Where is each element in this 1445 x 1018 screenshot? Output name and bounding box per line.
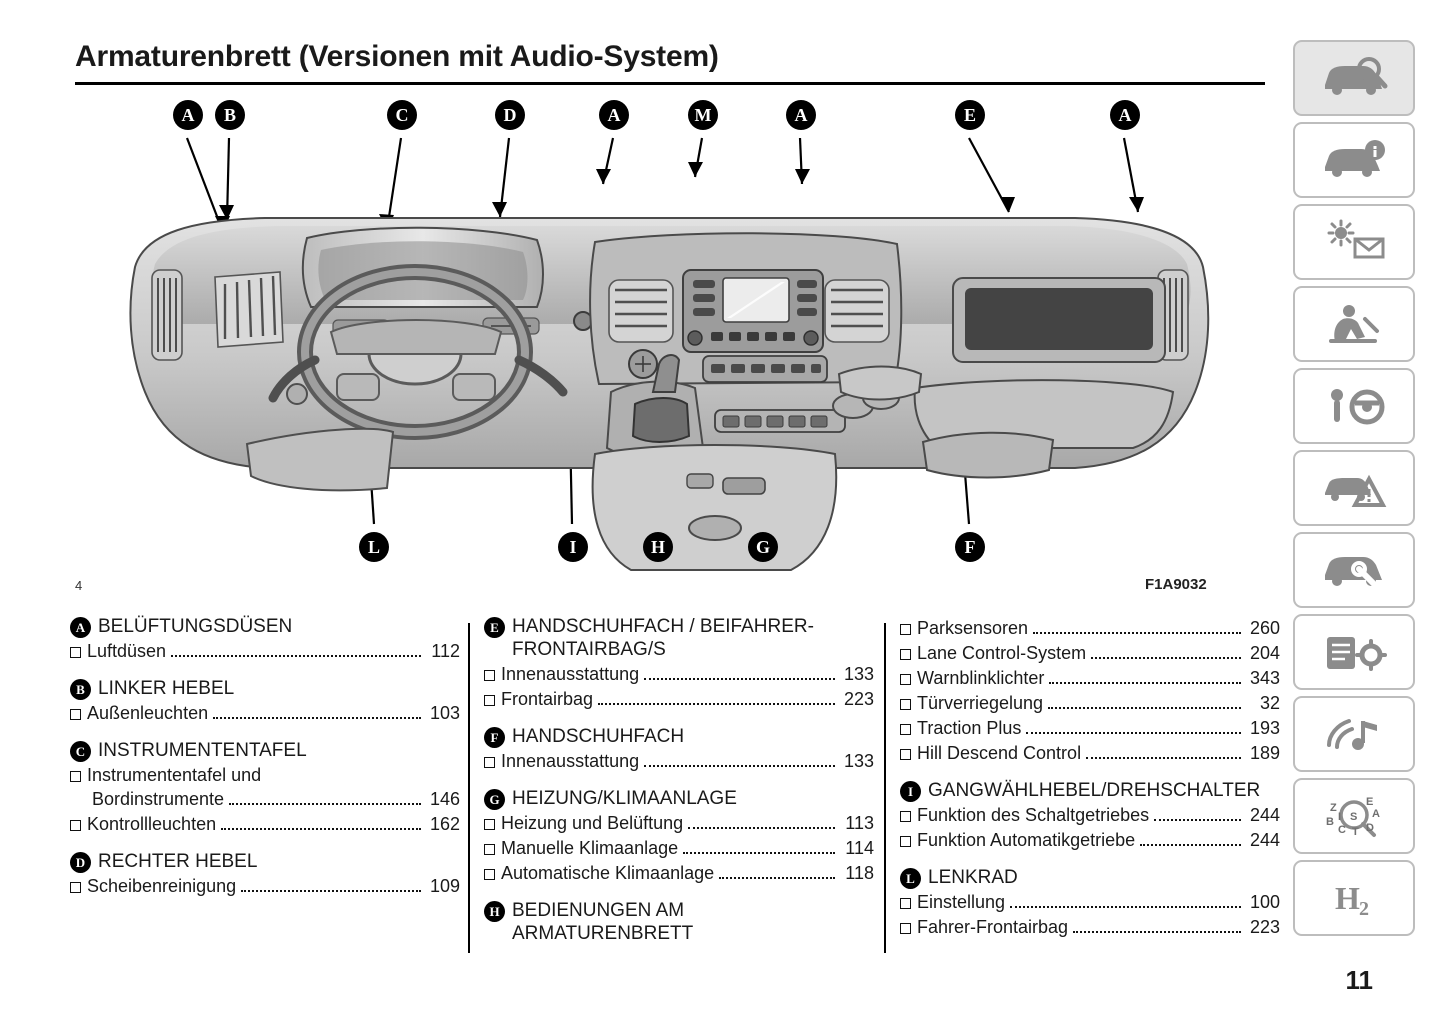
entry-page: 100: [1249, 892, 1280, 912]
legend-entry: [900, 641, 1280, 665]
title-divider: [75, 82, 1265, 85]
entry-page: 193: [1249, 718, 1280, 738]
callout-badge-b: B: [215, 100, 245, 130]
legend-group-b: [70, 677, 460, 725]
legend-entry: [900, 890, 1280, 914]
emergency-warning-icon: [1319, 465, 1389, 511]
callout-badge-f: F: [955, 532, 985, 562]
technical-specs-icon: [1319, 629, 1389, 675]
entry-text: Warnblinklichter: [917, 668, 1045, 688]
entry-page: 162: [429, 814, 460, 834]
legend-entry: [484, 749, 874, 773]
legend-badge-a: A: [70, 617, 91, 638]
svg-text:T: T: [1352, 826, 1359, 838]
legend-entry: [900, 741, 1280, 765]
bullet-square-icon: [484, 869, 495, 880]
legend-title-h: BEDIENUNGEN AM: [512, 900, 685, 921]
callout-badge-a1: A: [173, 100, 203, 130]
dot-leader: [221, 828, 421, 830]
entry-text: Lane Control-System: [917, 643, 1087, 663]
legend-entry: [70, 701, 460, 725]
bullet-square-icon: [900, 898, 911, 909]
legend-title-c: INSTRUMENTENTAFEL: [98, 740, 307, 761]
callout-badge-a3: A: [786, 100, 816, 130]
bullet-square-icon: [900, 649, 911, 660]
legend-group-f: [484, 725, 874, 773]
legend-badge-b: B: [70, 679, 91, 700]
bullet-square-icon: [484, 695, 495, 706]
entry-page: 343: [1249, 668, 1280, 688]
dashboard-display-icon: [1319, 219, 1389, 265]
page-number: 11: [1345, 965, 1373, 995]
callout-badge-i: I: [558, 532, 588, 562]
entry-page: 244: [1249, 805, 1280, 825]
dot-leader: [644, 678, 835, 680]
entry-text-cont: Bordinstrumente: [92, 789, 225, 809]
callout-badge-g: G: [748, 532, 778, 562]
legend-entry: [484, 662, 874, 686]
sidebar-item-emergency-warning[interactable]: [1293, 450, 1415, 526]
legend-group-a: [70, 615, 460, 663]
dot-leader: [241, 890, 421, 892]
bullet-square-icon: [70, 709, 81, 720]
dot-leader: [1049, 682, 1241, 684]
entry-page: 223: [1249, 917, 1280, 937]
legend-group-c: [70, 739, 460, 836]
dot-leader: [1086, 757, 1241, 759]
legend-entry: [70, 763, 460, 787]
svg-text:C: C: [1338, 824, 1346, 836]
callout-badge-c: C: [387, 100, 417, 130]
bullet-square-icon: [484, 844, 495, 855]
hydrogen-h2-icon: [1319, 875, 1389, 921]
entry-page: 133: [843, 664, 874, 684]
entry-page: 133: [843, 751, 874, 771]
legend-group-g: [484, 787, 874, 885]
dot-leader: [1010, 906, 1241, 908]
entry-text: Instrumententafel und: [87, 765, 262, 785]
legend-title-h-line2: ARMATURENBRETT: [512, 923, 694, 944]
legend-badge-l: L: [900, 868, 921, 889]
legend-divider-1: [468, 623, 470, 953]
entry-page: 244: [1249, 830, 1280, 850]
entry-text: Scheibenreinigung: [87, 876, 237, 896]
legend-divider-2: [884, 623, 886, 953]
svg-text:B: B: [1326, 816, 1334, 828]
legend-entry: [900, 915, 1280, 939]
entry-text: Automatische Klimaanlage: [501, 863, 715, 883]
legend-entry: [484, 836, 874, 860]
entry-page: 103: [429, 703, 460, 723]
legend-column-2: [484, 615, 874, 959]
legend-entry: [900, 691, 1280, 715]
legend: [70, 615, 1280, 955]
entry-text: Hill Descend Control: [917, 743, 1082, 763]
legend-badge-d: D: [70, 852, 91, 873]
bullet-square-icon: [900, 811, 911, 822]
entry-text: Traction Plus: [917, 718, 1022, 738]
safety-seatbelt-icon: [1319, 301, 1389, 347]
legend-entry-continuation: [70, 787, 460, 811]
bullet-square-icon: [484, 670, 495, 681]
vehicle-overview-icon: [1319, 55, 1389, 101]
multimedia-icon: [1319, 711, 1389, 757]
entry-page: 113: [845, 813, 874, 833]
legend-entry: [484, 861, 874, 885]
legend-entry: [900, 666, 1280, 690]
callout-badge-a4: A: [1110, 100, 1140, 130]
legend-title-g: HEIZUNG/KLIMAANLAGE: [512, 788, 737, 809]
entry-text: Funktion Automatikgetriebe: [917, 830, 1136, 850]
legend-badge-g: G: [484, 789, 505, 810]
legend-group-d: [70, 850, 460, 898]
sidebar-item-safety-seatbelt[interactable]: [1293, 286, 1415, 362]
sidebar-item-vehicle-info[interactable]: [1293, 122, 1415, 198]
entry-page: 260: [1249, 618, 1280, 638]
bullet-square-icon: [900, 749, 911, 760]
callout-badge-d: D: [495, 100, 525, 130]
dot-leader: [719, 877, 835, 879]
callout-badge-l: L: [359, 532, 389, 562]
entry-text: Einstellung: [917, 892, 1006, 912]
svg-text:2: 2: [1359, 898, 1369, 920]
legend-group-h-continued: [900, 616, 1280, 765]
legend-entry: [900, 803, 1280, 827]
bullet-square-icon: [70, 820, 81, 831]
sidebar-item-dashboard-display[interactable]: [1293, 204, 1415, 280]
entry-page: 114: [845, 838, 874, 858]
legend-entry: [900, 716, 1280, 740]
entry-page: 112: [431, 641, 460, 661]
dot-leader: [644, 765, 835, 767]
sidebar-item-hydrogen[interactable]: [1293, 860, 1415, 936]
legend-group-h: [484, 899, 874, 945]
legend-title-i: GANGWÄHLHEBEL/DREHSCHALTER: [928, 780, 1261, 801]
entry-page: 223: [843, 689, 874, 709]
callout-badge-e: E: [955, 100, 985, 130]
sidebar-item-multimedia[interactable]: [1293, 696, 1415, 772]
entry-text: Kontrollleuchten: [87, 814, 217, 834]
bullet-square-icon: [900, 674, 911, 685]
entry-page: 118: [845, 863, 874, 883]
legend-column-1: [70, 615, 460, 912]
dot-leader: [229, 803, 421, 805]
entry-page: 32: [1259, 693, 1280, 713]
dot-leader: [171, 655, 421, 657]
callout-badge-a2: A: [599, 100, 629, 130]
dot-leader: [598, 703, 835, 705]
legend-badge-c: C: [70, 741, 91, 762]
dot-leader: [688, 827, 835, 829]
vehicle-info-icon: [1319, 137, 1389, 183]
legend-title-e-line2: FRONTAIRBAG/S: [512, 639, 666, 660]
callout-badge-h: H: [643, 532, 673, 562]
entry-text: Frontairbag: [501, 689, 594, 709]
svg-text:Z: Z: [1330, 802, 1337, 814]
bullet-square-icon: [70, 882, 81, 893]
svg-text:E: E: [1366, 796, 1374, 808]
sidebar-item-vehicle-overview[interactable]: [1293, 40, 1415, 116]
figure-code: F1A9032: [1145, 576, 1207, 593]
dot-leader: [1091, 657, 1241, 659]
dashboard-drawing: [75, 92, 1265, 597]
legend-entry: [70, 812, 460, 836]
dashboard-illustration: [75, 92, 1265, 597]
dot-leader: [1154, 819, 1241, 821]
dot-leader: [1140, 844, 1241, 846]
figure-number: 4: [75, 578, 83, 593]
legend-entry: [484, 687, 874, 711]
entry-page: 204: [1249, 643, 1280, 663]
entry-text: Funktion des Schaltgetriebes: [917, 805, 1150, 825]
dot-leader: [1033, 632, 1241, 634]
sidebar-item-starting-driving[interactable]: [1293, 368, 1415, 444]
legend-title-f: HANDSCHUHFACH: [512, 726, 685, 747]
entry-page: 109: [429, 876, 460, 896]
legend-group-e: [484, 615, 874, 711]
svg-text:I: I: [1338, 811, 1342, 823]
page-title: Armaturenbrett (Versionen mit Audio-System): [75, 40, 719, 73]
legend-entry: [70, 874, 460, 898]
sidebar-item-technical-specs[interactable]: [1293, 614, 1415, 690]
entry-text: Heizung und Belüftung: [501, 813, 684, 833]
bullet-square-icon: [900, 724, 911, 735]
section-tab-rail: [1293, 40, 1413, 942]
dot-leader: [1048, 707, 1241, 709]
entry-text: Innenausstattung: [501, 751, 640, 771]
entry-text: Luftdüsen: [87, 641, 167, 661]
dot-leader: [1026, 732, 1241, 734]
legend-entry: [484, 811, 874, 835]
legend-badge-e: E: [484, 617, 505, 638]
callout-badge-m: M: [688, 100, 718, 130]
bullet-square-icon: [900, 836, 911, 847]
dot-leader: [683, 852, 835, 854]
legend-title-l: LENKRAD: [928, 867, 1018, 888]
bullet-square-icon: [900, 923, 911, 934]
legend-title-e: HANDSCHUHFACH / BEIFAHRER-: [512, 616, 814, 637]
svg-text:S: S: [1350, 811, 1358, 823]
sidebar-item-alphabetical-index[interactable]: [1293, 778, 1415, 854]
dot-leader: [1073, 931, 1241, 933]
legend-badge-h: H: [484, 901, 505, 922]
entry-text: Fahrer-Frontairbag: [917, 917, 1069, 937]
legend-entry: [900, 828, 1280, 852]
entry-text: Parksensoren: [917, 618, 1029, 638]
legend-column-3: [900, 615, 1280, 953]
entry-text: Manuelle Klimaanlage: [501, 838, 679, 858]
legend-title-b: LINKER HEBEL: [98, 678, 235, 699]
legend-title-d: RECHTER HEBEL: [98, 851, 258, 872]
legend-group-i: [900, 779, 1280, 852]
entry-text: Türverriegelung: [917, 693, 1044, 713]
legend-badge-f: F: [484, 727, 505, 748]
bullet-square-icon: [900, 624, 911, 635]
alphabetical-index-icon: [1316, 793, 1392, 839]
bullet-square-icon: [900, 699, 911, 710]
entry-page: 189: [1249, 743, 1280, 763]
bullet-square-icon: [70, 647, 81, 658]
entry-text: Innenausstattung: [501, 664, 640, 684]
bullet-square-icon: [484, 819, 495, 830]
entry-text: Außenleuchten: [87, 703, 209, 723]
legend-entry: [70, 639, 460, 663]
legend-title-a: BELÜFTUNGSDÜSEN: [98, 616, 293, 637]
starting-driving-icon: [1319, 383, 1389, 429]
legend-entry: [900, 616, 1280, 640]
bullet-square-icon: [70, 771, 81, 782]
dot-leader: [213, 717, 421, 719]
svg-text:D: D: [1366, 822, 1374, 834]
maintenance-service-icon: [1319, 547, 1389, 593]
bullet-square-icon: [484, 757, 495, 768]
svg-text:A: A: [1372, 808, 1380, 820]
sidebar-item-maintenance-service[interactable]: [1293, 532, 1415, 608]
entry-page: 146: [429, 789, 460, 809]
svg-text:H: H: [1335, 880, 1360, 916]
legend-badge-i: I: [900, 781, 921, 802]
legend-group-l: [900, 866, 1280, 939]
